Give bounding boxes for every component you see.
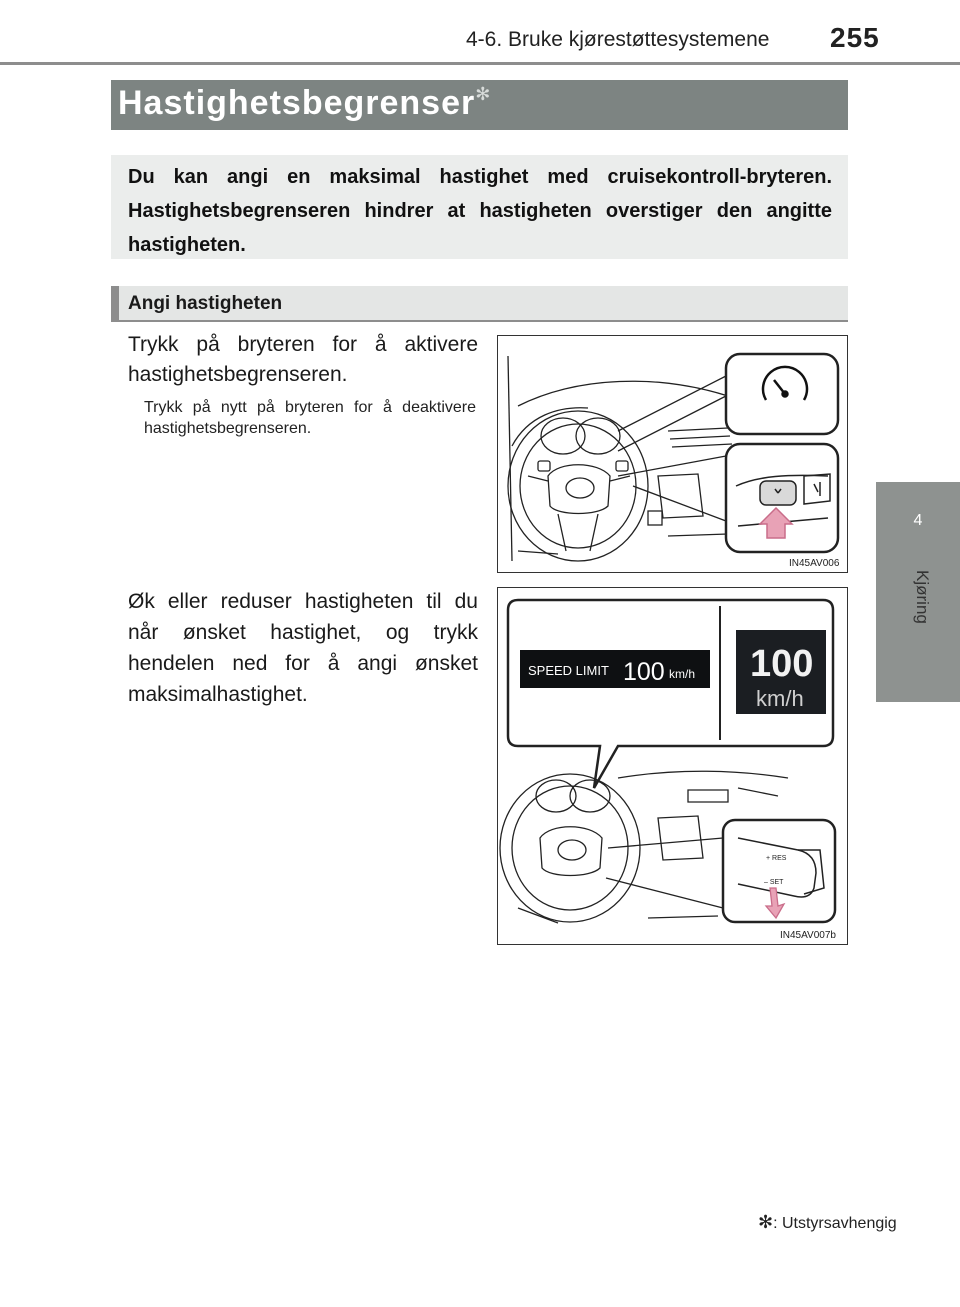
footnote-text: : Utstyrsavhengig [773, 1215, 897, 1232]
figure-1-code: IN45AV006 [789, 558, 840, 569]
speed-panel-value: 100 [750, 643, 814, 685]
header-divider [0, 62, 960, 65]
footnote-mark: ✻ [758, 1212, 774, 1232]
speed-limit-unit: km/h [669, 667, 696, 681]
chapter-label-wrap [876, 570, 960, 670]
step-1-note: Trykk på nytt på bryteren for å deaktivere hastighetsbegrenseren. [144, 399, 476, 437]
step-2-text: Øk eller reduser hastigheten til du når ønsket hastighet, og trykk hendelen ned for å angi ønsket maksimalhastighet. [128, 590, 478, 706]
speed-limit-label: SPEED LIMIT [528, 663, 609, 678]
figure-2-code: IN45AV007b [780, 930, 836, 941]
footnote [758, 1212, 897, 1233]
chapter-label: Kjøring [913, 570, 932, 624]
subsection-accent [111, 286, 119, 322]
dashboard-switch-illustration [498, 336, 847, 572]
intro-text: Du kan angi en maksimal hastighet med cruisekontroll-bryteren. Hastighetsbegrenseren hindrer at hastigheten overstiger den angitte hastigheten. [128, 166, 832, 256]
section-title-text: Hastighetsbegrenser [118, 84, 476, 122]
section-title [118, 84, 491, 123]
dashboard-lever-illustration [498, 588, 847, 944]
running-header: 4-6. Bruke kjørestøttesystemene [466, 28, 770, 51]
figure-lever [497, 587, 848, 945]
figure-switch [497, 335, 848, 573]
page-number: 255 [830, 22, 880, 53]
lever-res-label: + RES [766, 855, 787, 862]
subsection-title: Angi hastigheten [128, 293, 283, 314]
speed-panel-unit: km/h [756, 686, 804, 711]
chapter-number: 4 [913, 512, 923, 529]
speed-limit-value: 100 [623, 658, 665, 686]
step-1-text: Trykk på bryteren for å aktivere hastighetsbegrenseren. [128, 333, 478, 386]
option-mark: ✻ [475, 84, 492, 104]
lever-set-label: – SET [764, 879, 784, 886]
